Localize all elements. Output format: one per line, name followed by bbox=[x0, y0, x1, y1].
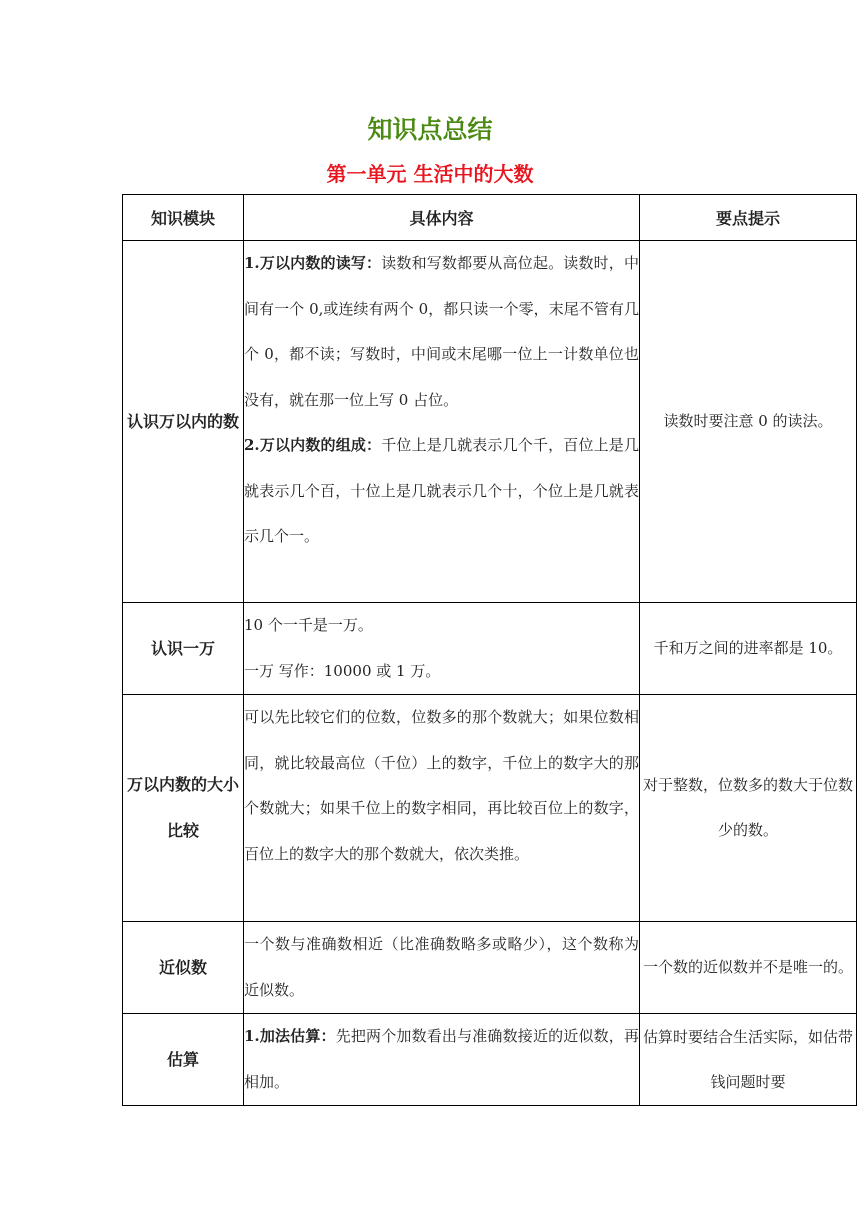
content-cell bbox=[244, 1014, 640, 1106]
unit-subtitle: 第一单元 生活中的大数 bbox=[326, 162, 534, 186]
content-paragraph bbox=[244, 423, 639, 560]
content-cell bbox=[244, 695, 640, 922]
table-row bbox=[123, 1014, 857, 1106]
content-paragraph: 可以先比较它们的位数，位数多的那个数就大；如果位数相同，就比较最高位（千位）上的数字，千位上的数字大的那个数就大；如果千位上的数字相同，再比较百位上的数字，百位上的数字大的那个数就大，依次类推。 bbox=[244, 708, 639, 863]
content-cell bbox=[244, 603, 640, 695]
paragraph-text: 千位上是几就表示几个千，百位上是几就表示几个百，十位上是几就表示几个十，个位上是几就表示几个一。 bbox=[244, 436, 639, 545]
module-name: 万以内数的大小比较 bbox=[123, 695, 244, 922]
tip-cell: 估算时要结合生活实际，如估带钱问题时要 bbox=[640, 1014, 857, 1106]
table-row bbox=[123, 603, 857, 695]
module-name: 估算 bbox=[123, 1014, 244, 1106]
header-module: 知识模块 bbox=[123, 195, 244, 241]
module-name: 认识万以内的数 bbox=[123, 241, 244, 603]
table-row bbox=[123, 241, 857, 603]
table-header-row bbox=[123, 195, 857, 241]
module-name: 认识一万 bbox=[123, 603, 244, 695]
paragraph-text: 先把两个加数看出与准确数接近的近似数，再相加。 bbox=[244, 1027, 639, 1091]
header-content: 具体内容 bbox=[244, 195, 640, 241]
content-paragraph: 10 个一千是一万。 bbox=[244, 616, 373, 634]
content-paragraph bbox=[244, 1014, 639, 1105]
paragraph-lead: 1.万以内数的读写： bbox=[244, 254, 382, 272]
module-name: 近似数 bbox=[123, 922, 244, 1014]
paragraph-lead: 1.加法估算： bbox=[244, 1027, 336, 1045]
content-cell bbox=[244, 922, 640, 1014]
table-row bbox=[123, 922, 857, 1014]
content-paragraph: 一个数与准确数相近（比准确数略多或略少），这个数称为近似数。 bbox=[244, 935, 639, 999]
tip-cell: 对于整数，位数多的数大于位数少的数。 bbox=[640, 695, 857, 922]
tip-cell: 读数时要注意 0 的读法。 bbox=[640, 241, 857, 603]
content-paragraph: 一万 写作：10000 或 1 万。 bbox=[244, 661, 441, 680]
header-tips: 要点提示 bbox=[640, 195, 857, 241]
content-cell bbox=[244, 241, 640, 603]
paragraph-lead: 2.万以内数的组成： bbox=[244, 436, 382, 454]
page-title: 知识点总结 bbox=[367, 115, 493, 144]
tip-cell: 千和万之间的进率都是 10。 bbox=[640, 603, 857, 695]
table-row bbox=[123, 695, 857, 922]
content-paragraph bbox=[244, 241, 639, 423]
knowledge-table bbox=[122, 194, 857, 1106]
paragraph-text: 读数和写数都要从高位起。读数时，中间有一个 0,或连续有两个 0，都只读一个零，末尾不管有几个 0，都不读；写数时，中间或末尾哪一位上一计数单位也没有，就在那一位上写 0 占位。 bbox=[244, 254, 639, 409]
tip-cell: 一个数的近似数并不是唯一的。 bbox=[640, 922, 857, 1014]
